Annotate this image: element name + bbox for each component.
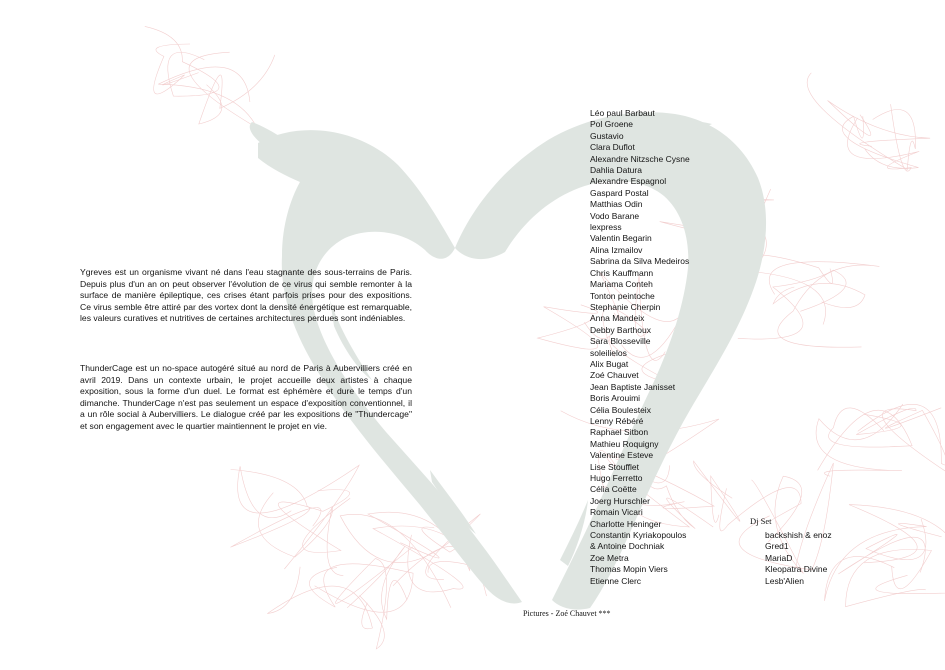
photo-credit: Pictures - Zoé Chauvet *** [523, 609, 611, 618]
intro-paragraph-ygreves: Ygreves est un organisme vivant né dans l'eau stagnante des sous-terrains de Paris. Depuis plus d'un an on peut observer l'évolution de ce virus qui semble remonter à la surface de manière épileptique, ces crises étant parfois prises pour des expositions. Ce virus semble être attiré par des vortex dont la densité énergétique est remarquable, les valeurs curatives et nutritives de certaines architectures perdues sont indéniables. [80, 267, 412, 324]
artist-name: Boris Arouimi [590, 393, 641, 404]
intro-paragraph-thundercage: ThunderCage est un no-space autogéré situé au nord de Paris à Aubervilliers créé en avril 2019. Dans un contexte urbain, le projet accueille deux artistes à chaque exposition, sous la forme d'un duel. Le format est éphémère et dure le temps d'un dimanche. ThunderCage n'est pas seulement un espace d'exposition conventionnel, il a un rôle social à Aubervilliers. Le dialogue créé par les expositions de "Thundercage" et son engagement avec le quartier maintiennent le projet en vie. [80, 363, 412, 431]
artist-name: Gustavio [590, 130, 624, 141]
artist-name: Lenny Rébéré [590, 415, 644, 426]
artist-name: Zoé Chauvet [590, 370, 639, 381]
dj-name: Kleopatra Divine [765, 564, 828, 575]
scribble-line [818, 408, 913, 470]
scribble-line [828, 101, 931, 147]
dj-name: Gred1 [765, 541, 789, 552]
artist-name: Mariama Conteh [590, 279, 653, 290]
dj-set-title: Dj Set [750, 516, 772, 526]
artist-name: Raphael Sitbon [590, 427, 649, 438]
artist-name: Clara Duflot [590, 142, 635, 153]
artist-name: Charlotte Heninger [590, 518, 662, 529]
artist-name: Stephanie Cherpin [590, 301, 661, 312]
scribble-line [858, 404, 945, 465]
artist-name: Joerg Hurschler [590, 495, 650, 506]
scribble-line [309, 564, 413, 612]
artist-name: Etienne Clerc [590, 575, 642, 586]
artist-name: Sabrina da Silva Medeiros [590, 256, 690, 267]
artist-name: Lise Stoufflet [590, 461, 639, 472]
artist-name: Debby Barthoux [590, 324, 651, 335]
scribble-line [231, 470, 321, 548]
artist-name: Alix Bugat [590, 358, 629, 369]
artist-name: soleilielos [590, 347, 627, 358]
scribble-line [154, 44, 199, 94]
artist-name: Hugo Ferretto [590, 473, 643, 483]
scribble-line [278, 490, 350, 553]
artist-name: Célia Coëtte [590, 484, 637, 495]
dj-name: MariaD [765, 552, 793, 563]
artist-name: lexpress [590, 222, 622, 233]
artist-name: Sara Blosseville [590, 336, 651, 347]
artist-name: Célia Boulesteix [590, 404, 651, 415]
artist-name: Jean Baptiste Janisset [590, 381, 676, 392]
artist-name: Chris Kauffmann [590, 267, 654, 278]
artist-name: Romain Vicari [590, 507, 643, 518]
dj-name: backshish & enoz [765, 530, 832, 540]
artist-name: Alexandre Nitzsche Cysne [590, 153, 690, 164]
scribble-line [838, 519, 926, 574]
artist-name: Dahlia Datura [590, 165, 642, 176]
artist-name: Matthias Odin [590, 199, 643, 210]
artist-name: Vodo Barane [590, 210, 640, 221]
scribble-line [538, 305, 598, 349]
artist-name: Tonton peintoche [590, 290, 655, 301]
scribble-line [158, 52, 257, 128]
artist-name: Zoe Metra [590, 552, 629, 563]
artist-name: Anna Mandeix [590, 313, 645, 324]
artist-name: Valentin Begarin [590, 233, 652, 244]
artist-name: Mathieu Roquigny [590, 438, 659, 449]
artist-name: Alina Izmailov [590, 244, 643, 255]
artist-list [590, 108, 690, 587]
artist-name: Alexandre Espagnol [590, 176, 667, 187]
scribble-line [849, 505, 945, 594]
scribble-line [846, 549, 932, 606]
scribble-line [199, 55, 275, 124]
dj-list [765, 530, 832, 587]
artist-name: Constantin Kyriakopoulos [590, 530, 687, 541]
artist-name: Léo paul Barbaut [590, 108, 655, 118]
artist-name: Pol Groene [590, 119, 633, 130]
scribble-line [694, 461, 740, 522]
artist-name: Gaspard Postal [590, 187, 649, 198]
artist-name: Thomas Mopin Viers [590, 564, 668, 575]
scribble-line [335, 547, 412, 649]
artist-name: Valentine Esteve [590, 450, 654, 461]
dj-name: Lesb'Alien [765, 575, 804, 586]
artist-name: & Antoine Dochniak [590, 541, 665, 552]
scribble-line [816, 404, 903, 476]
